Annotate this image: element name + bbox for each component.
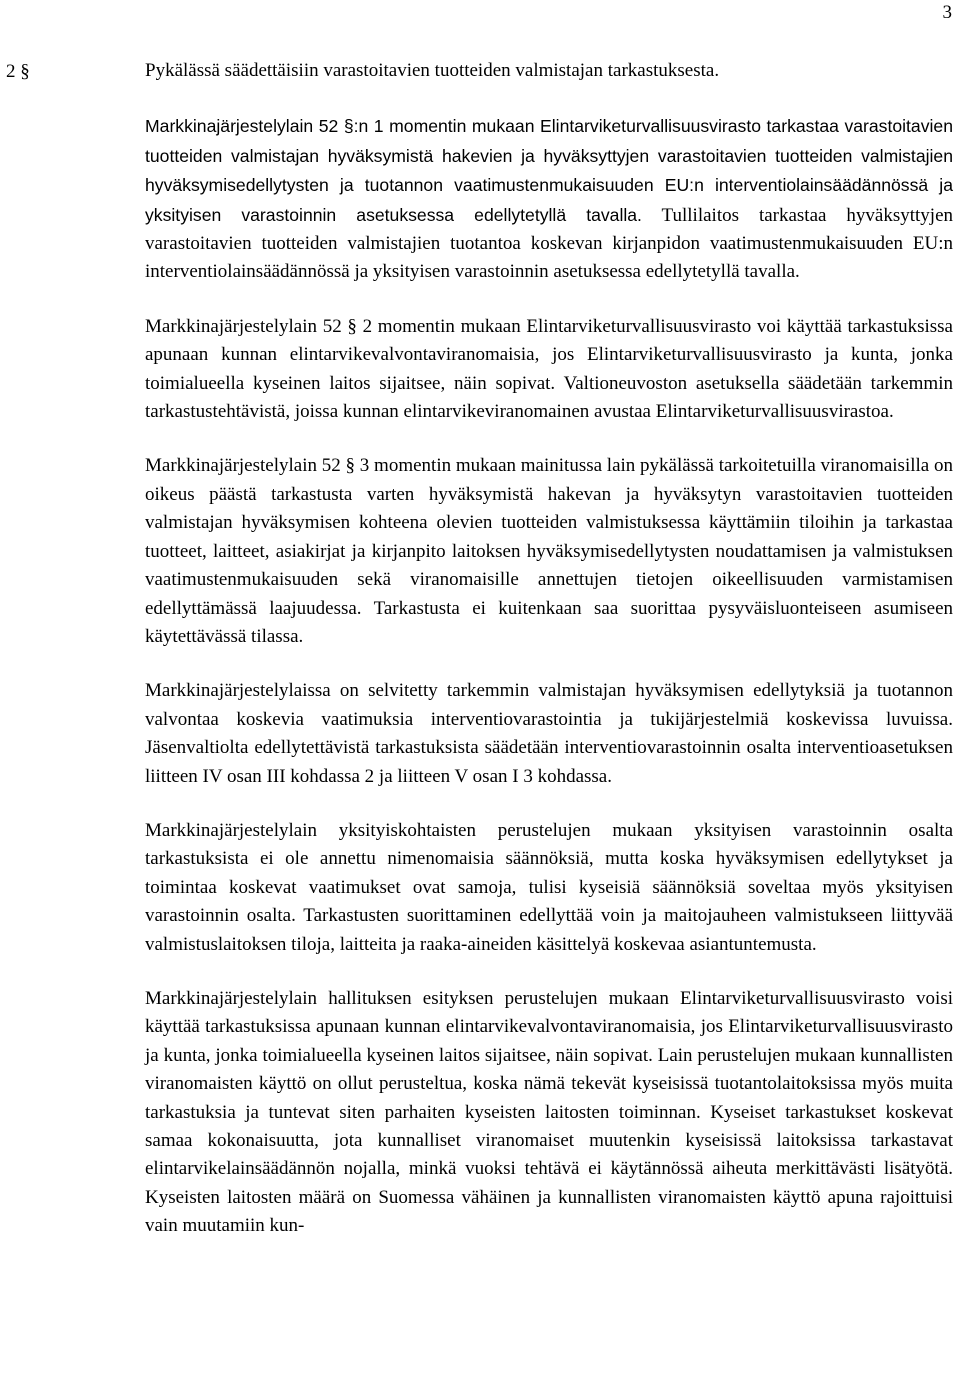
page-number: 3 <box>942 2 952 23</box>
section-marker: 2 § <box>6 61 30 82</box>
section-heading: Pykälässä säädettäisiin varastoitavien tuotteiden valmistajan tarkastuksesta. <box>145 60 720 81</box>
paragraph-1 <box>145 112 953 286</box>
paragraph-3: Markkinajärjestelylain 52 § 3 momentin mukaan mainitussa lain pykälässä tarkoitetuilla viranomaisilla on oikeus päästä tarkastusta varten hyväksymistä hakevan ja hyväksytyn varastoitavien tuotteiden valmistajan hyväksymisen kohteena olevien tuotteiden valmistuksessa käyttämiin tiloihin ja tarkastaa tuotteet, laitteet, asiakirjat ja kirjanpito laitoksen hyväksymisedellytysten noudattamisen ja valmistuksen vaatimustenmukaisuuden sekä viranomaisille annettujen tietojen oikeellisuuden varmistamisen edellyttämässä laajuudessa. Tarkastusta ei kuitenkaan saa suorittaa pysyväisluonteiseen asumiseen käytettävässä tilassa. <box>145 455 953 647</box>
paragraph-6: Markkinajärjestelylain hallituksen esityksen perustelujen mukaan Elintarviketurvallisuusvirasto voisi käyttää tarkastuksissa apunaan kunnan elintarvikevalvontaviranomaisia, jos Elintarviketurvallisuusvirasto ja kunta, jonka toimialueella kyseinen laitos sijaitsee, näin sopivat. Lain perustelujen mukaan kunnallisten viranomaisten käyttö on ollut perusteltua, koska nämä tekevät kyseisissä tuotantolaitoksissa myös muita tarkastuksia ja tuntevat siten parhaiten kyseisten laitosten toiminnan. Kyseiset tarkastukset koskevat samaa kokonaisuutta, jota kunnalliset viranomaiset muutenkin kyseisissä laitoksissa tarkastavat elintarvikelainsäädännön nojalla, minkä vuoksi tehtävä ei käytännössä aiheuta merkittävästi lisätyötä. Kyseisten laitosten määrä on Suomessa vähäinen ja kunnallisten viranomaisten käyttö apuna rajoittuisi vain muutamiin kun- <box>145 987 953 1237</box>
document-body <box>145 57 953 1267</box>
paragraph-1-sans: Markkinajärjestelylain 52 §:n 1 momentin mukaan Elintarviketurvallisuusvirasto tarkastaa varastoitavien tuotteiden valmistajan hyväksymistä hakevien ja hyväksyttyjen varastoitavien tuotteiden valmistajien hyväksymisedellytysten ja tuotannon vaatimustenmukaisuuden EU:n interventiolainsäädännössä ja yksityisen varastoinnin asetuksessa edellytetyllä tavalla. <box>145 116 953 225</box>
paragraph-1-serif: Tullilaitos tarkastaa hyväksyttyjen varastoitavien tuotteiden valmistajien tuotantoa koskevan kirjanpidon vaatimustenmukaisuuden EU:n interventiolainsäädännössä ja yksityisen varastoinnin asetuksessa edellytetyllä tavalla. <box>145 204 954 283</box>
paragraph-5: Markkinajärjestelylain yksityiskohtaisten perustelujen mukaan yksityisen varastoinnin osalta tarkastuksista ei ole annettu nimenomaisia säännöksiä, mutta koska hyväksymisen edellytykset ja toimintaa koskevat vaatimukset ovat samoja, tulisi kyseisiä säännöksiä soveltaa myös yksityisen varastoinnin osalta. Tarkastusten suorittaminen edellyttää voin ja maitojauheen valmistukseen liittyvää valmistuslaitoksen tiloja, laitteita ja raaka-aineiden käsittelyä koskevaa asiantuntemusta. <box>145 819 953 955</box>
paragraph-4: Markkinajärjestelylaissa on selvitetty tarkemmin valmistajan hyväksymisen edellytyksiä ja tuotannon valvontaa koskevia vaatimuksia interventiovarastointia ja tukijärjestelmiä koskevissa luvuissa. Jäsenvaltiolta edellytettävistä tarkastuksista säädetään interventiovarastoinnin osalta interventioasetuksen liitteen IV osan III kohdassa 2 ja liitteen V osan I 3 kohdassa. <box>145 680 953 787</box>
paragraph-2: Markkinajärjestelylain 52 § 2 momentin mukaan Elintarviketurvallisuusvirasto voi käyttää tarkastuksissa apunaan kunnan elintarvikevalvontaviranomaisia, jos Elintarviketurvallisuusvirasto ja kunta, jonka toimialueella kyseinen laitos sijaitsee, näin sopivat. Valtioneuvoston asetuksella säädetään tarkemmin tarkastustehtävistä, joissa kunnan elintarvikeviranomainen avustaa Elintarviketurvallisuusvirastoa. <box>145 315 953 423</box>
